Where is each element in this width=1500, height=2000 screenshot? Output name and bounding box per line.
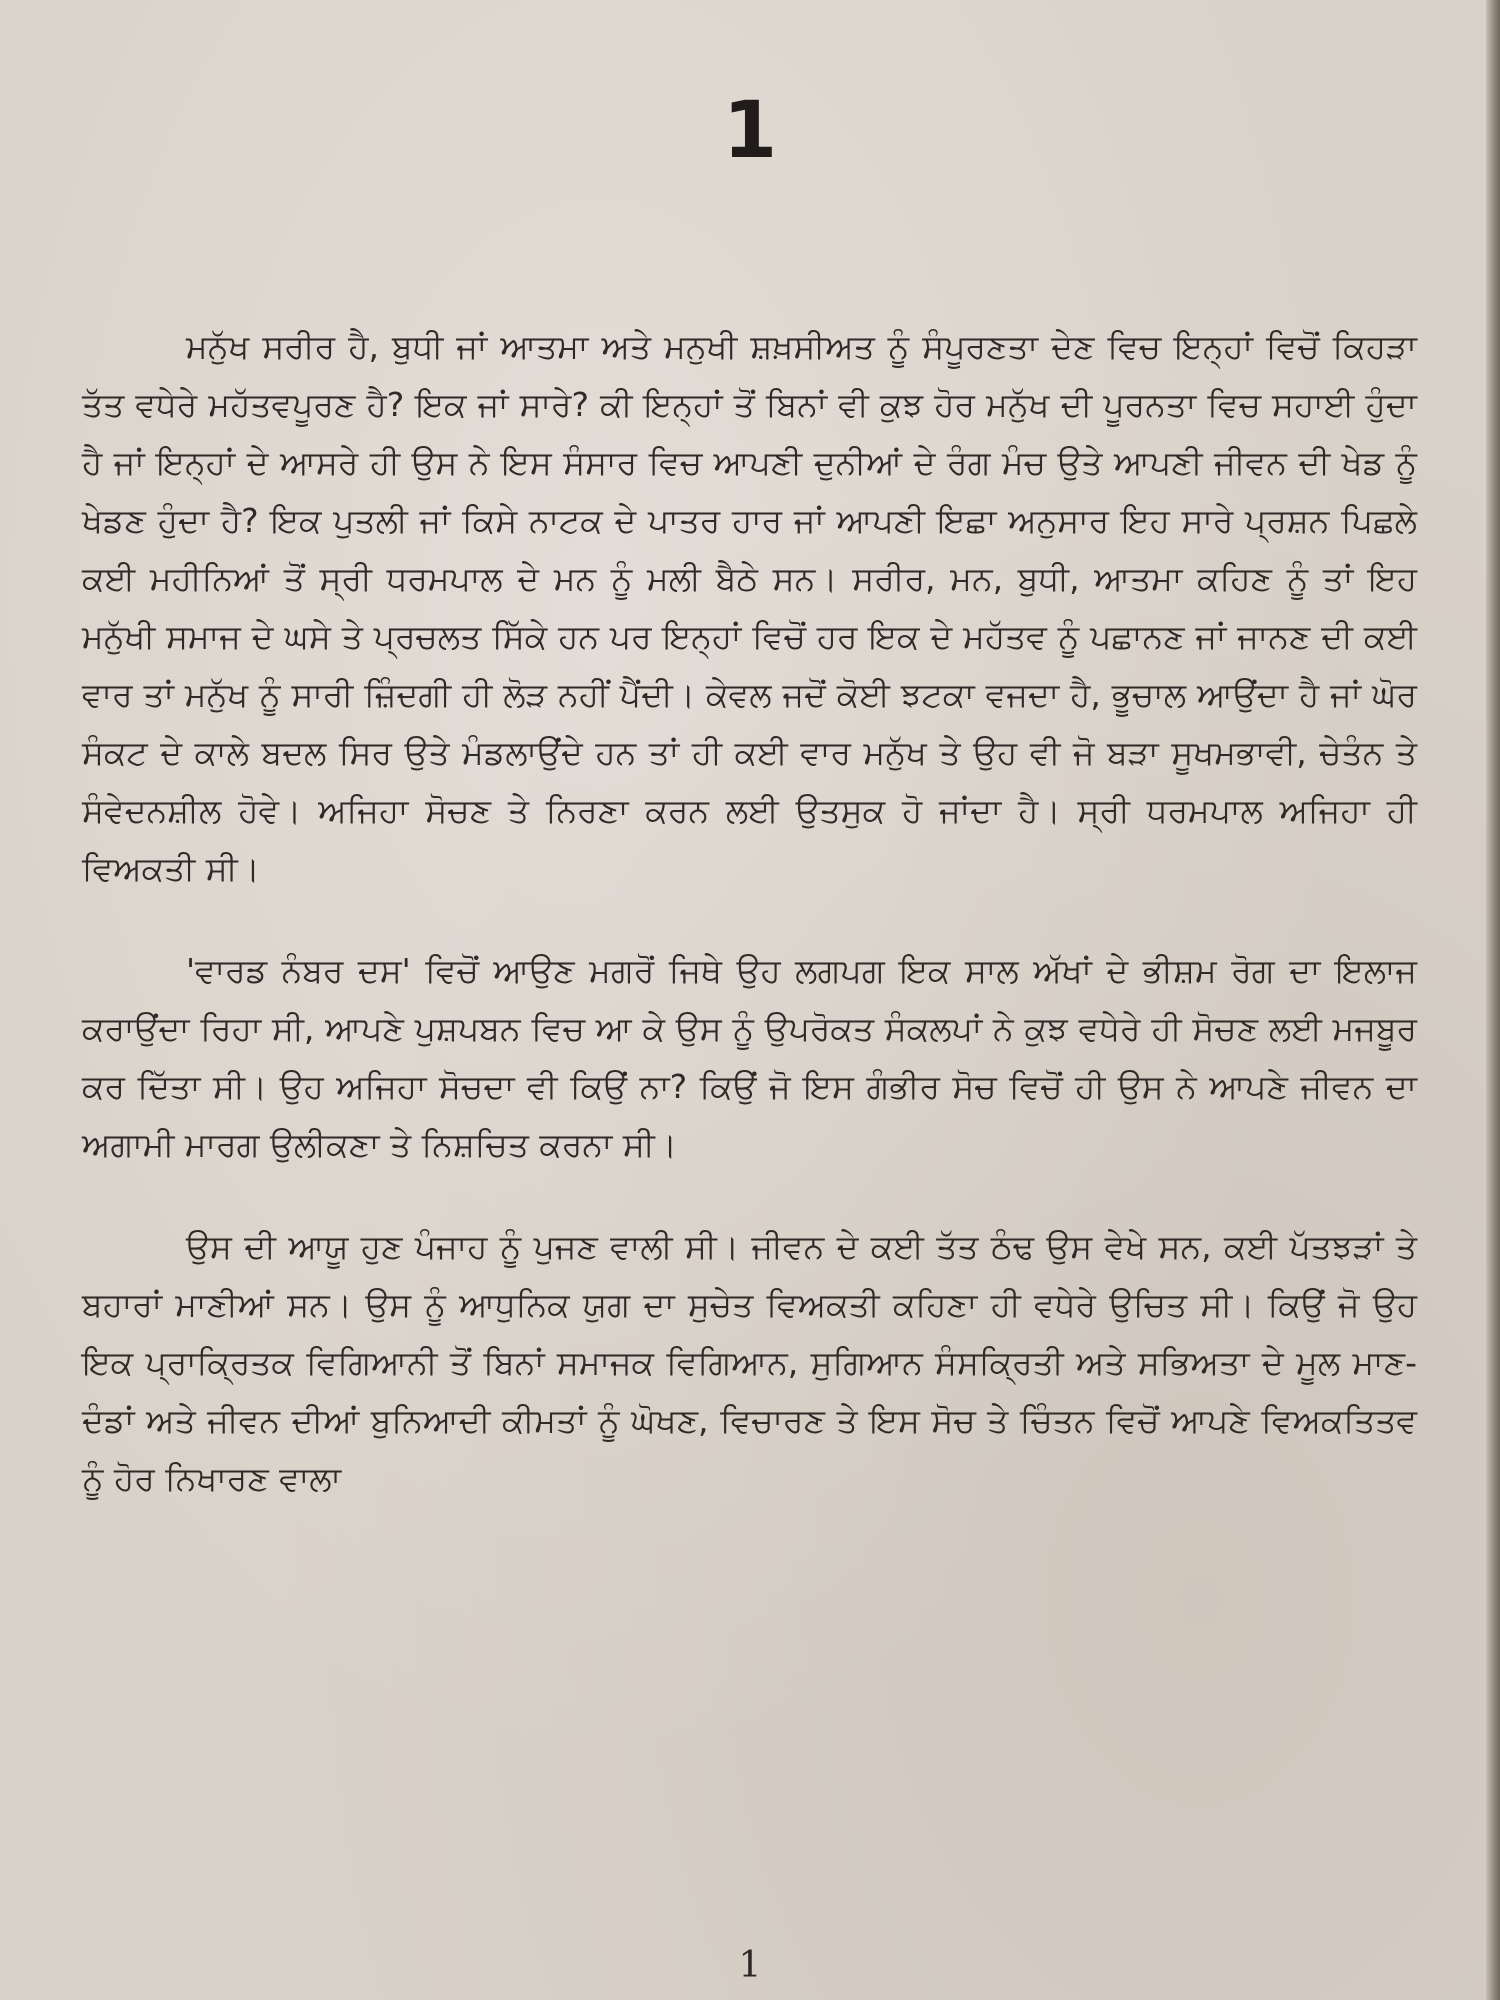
- body-text: [82, 318, 1417, 1508]
- paragraph: ਮਨੁੱਖ ਸਰੀਰ ਹੈ, ਬੁਧੀ ਜਾਂ ਆਤਮਾ ਅਤੇ ਮਨੁਖੀ ਸ਼ਖ਼ਸੀਅਤ ਨੂੰ ਸੰਪੂਰਣਤਾ ਦੇਣ ਵਿਚ ਇਨ੍ਹਾਂ ਵਿਚੋਂ ਕਿਹੜਾ ਤੱਤ ਵਧੇਰੇ ਮਹੱਤਵਪੂਰਣ ਹੈ? ਇਕ ਜਾਂ ਸਾਰੇ? ਕੀ ਇਨ੍ਹਾਂ ਤੋਂ ਬਿਨਾਂ ਵੀ ਕੁਝ ਹੋਰ ਮਨੁੱਖ ਦੀ ਪੂਰਨਤਾ ਵਿਚ ਸਹਾਈ ਹੁੰਦਾ ਹੈ ਜਾਂ ਇਨ੍ਹਾਂ ਦੇ ਆਸਰੇ ਹੀ ਉਸ ਨੇ ਇਸ ਸੰਸਾਰ ਵਿਚ ਆਪਣੀ ਦੁਨੀਆਂ ਦੇ ਰੰਗ ਮੰਚ ਉਤੇ ਆਪਣੀ ਜੀਵਨ ਦੀ ਖੇਡ ਨੂੰ ਖੇਡਣ ਹੁੰਦਾ ਹੈ? ਇਕ ਪੁਤਲੀ ਜਾਂ ਕਿਸੇ ਨਾਟਕ ਦੇ ਪਾਤਰ ਹਾਰ ਜਾਂ ਆਪਣੀ ਇਛਾ ਅਨੁਸਾਰ ਇਹ ਸਾਰੇ ਪ੍ਰਸ਼ਨ ਪਿਛਲੇ ਕਈ ਮਹੀਨਿਆਂ ਤੋਂ ਸ੍ਰੀ ਧਰਮਪਾਲ ਦੇ ਮਨ ਨੂੰ ਮਲੀ ਬੈਠੇ ਸਨ। ਸਰੀਰ, ਮਨ, ਬੁਧੀ, ਆਤਮਾ ਕਹਿਣ ਨੂੰ ਤਾਂ ਇਹ ਮਨੁੱਖੀ ਸਮਾਜ ਦੇ ਘਸੇ ਤੇ ਪ੍ਰਚਲਤ ਸਿੱਕੇ ਹਨ ਪਰ ਇਨ੍ਹਾਂ ਵਿਚੋਂ ਹਰ ਇਕ ਦੇ ਮਹੱਤਵ ਨੂੰ ਪਛਾਨਣ ਜਾਂ ਜਾਨਣ ਦੀ ਕਈ ਵਾਰ ਤਾਂ ਮਨੁੱਖ ਨੂੰ ਸਾਰੀ ਜ਼ਿੰਦਗੀ ਹੀ ਲੋੜ ਨਹੀਂ ਪੈਂਦੀ। ਕੇਵਲ ਜਦੋਂ ਕੋਈ ਝਟਕਾ ਵਜਦਾ ਹੈ, ਭੂਚਾਲ ਆਉਂਦਾ ਹੈ ਜਾਂ ਘੋਰ ਸੰਕਟ ਦੇ ਕਾਲੇ ਬਦਲ ਸਿਰ ਉਤੇ ਮੰਡਲਾਉਂਦੇ ਹਨ ਤਾਂ ਹੀ ਕਈ ਵਾਰ ਮਨੁੱਖ ਤੇ ਉਹ ਵੀ ਜੋ ਬੜਾ ਸੂਖਮਭਾਵੀ, ਚੇਤੰਨ ਤੇ ਸੰਵੇਦਨਸ਼ੀਲ ਹੋਵੇ। ਅਜਿਹਾ ਸੋਚਣ ਤੇ ਨਿਰਣਾ ਕਰਨ ਲਈ ਉਤਸੁਕ ਹੋ ਜਾਂਦਾ ਹੈ। ਸ੍ਰੀ ਧਰਮਪਾਲ ਅਜਿਹਾ ਹੀ ਵਿਅਕਤੀ ਸੀ।: [82, 327, 1417, 888]
- chapter-number: 1: [722, 86, 778, 176]
- page-number: 1: [738, 1945, 762, 1986]
- paragraph: 'ਵਾਰਡ ਨੰਬਰ ਦਸ' ਵਿਚੋਂ ਆਉਣ ਮਗਰੋਂ ਜਿਥੇ ਉਹ ਲਗਪਗ ਇਕ ਸਾਲ ਅੱਖਾਂ ਦੇ ਭੀਸ਼ਮ ਰੋਗ ਦਾ ਇਲਾਜ ਕਰਾਉਂਦਾ ਰਿਹਾ ਸੀ, ਆਪਣੇ ਪੁਸ਼ਪਬਨ ਵਿਚ ਆ ਕੇ ਉਸ ਨੂੰ ਉਪਰੋਕਤ ਸੰਕਲਪਾਂ ਨੇ ਕੁਝ ਵਧੇਰੇ ਹੀ ਸੋਚਣ ਲਈ ਮਜਬੂਰ ਕਰ ਦਿੱਤਾ ਸੀ। ਉਹ ਅਜਿਹਾ ਸੋਚਦਾ ਵੀ ਕਿਉਂ ਨਾ? ਕਿਉਂ ਜੋ ਇਸ ਗੰਭੀਰ ਸੋਚ ਵਿਚੋਂ ਹੀ ਉਸ ਨੇ ਆਪਣੇ ਜੀਵਨ ਦਾ ਅਗਾਮੀ ਮਾਰਗ ਉਲੀਕਣਾ ਤੇ ਨਿਸ਼ਚਿਤ ਕਰਨਾ ਸੀ।: [82, 951, 1417, 1164]
- paragraph: ਉਸ ਦੀ ਆਯੂ ਹੁਣ ਪੰਜਾਹ ਨੂੰ ਪੁਜਣ ਵਾਲੀ ਸੀ। ਜੀਵਨ ਦੇ ਕਈ ਤੱਤ ਠੰਢ ਉਸ ਵੇਖੇ ਸਨ, ਕਈ ਪੱਤਝੜਾਂ ਤੇ ਬਹਾਰਾਂ ਮਾਣੀਆਂ ਸਨ। ਉਸ ਨੂੰ ਆਧੁਨਿਕ ਯੁਗ ਦਾ ਸੁਚੇਤ ਵਿਅਕਤੀ ਕਹਿਣਾ ਹੀ ਵਧੇਰੇ ਉਚਿਤ ਸੀ। ਕਿਉਂ ਜੋ ਉਹ ਇਕ ਪ੍ਰਾਕ੍ਰਿਤਕ ਵਿਗਿਆਨੀ ਤੋਂ ਬਿਨਾਂ ਸਮਾਜਕ ਵਿਗਿਆਨ, ਸੁਗਿਆਨ ਸੰਸਕ੍ਰਿਤੀ ਅਤੇ ਸਭਿਅਤਾ ਦੇ ਮੂਲ ਮਾਣ-ਦੰਡਾਂ ਅਤੇ ਜੀਵਨ ਦੀਆਂ ਬੁਨਿਆਦੀ ਕੀਮਤਾਂ ਨੂੰ ਘੋਖਣ, ਵਿਚਾਰਣ ਤੇ ਇਸ ਸੋਚ ਤੇ ਚਿੰਤਨ ਵਿਚੋਂ ਆਪਣੇ ਵਿਅਕਤਿਤਵ ਨੂੰ ਹੋਰ ਨਿਖਾਰਣ ਵਾਲਾ: [82, 1227, 1417, 1498]
- page-edge: [1486, 0, 1500, 2000]
